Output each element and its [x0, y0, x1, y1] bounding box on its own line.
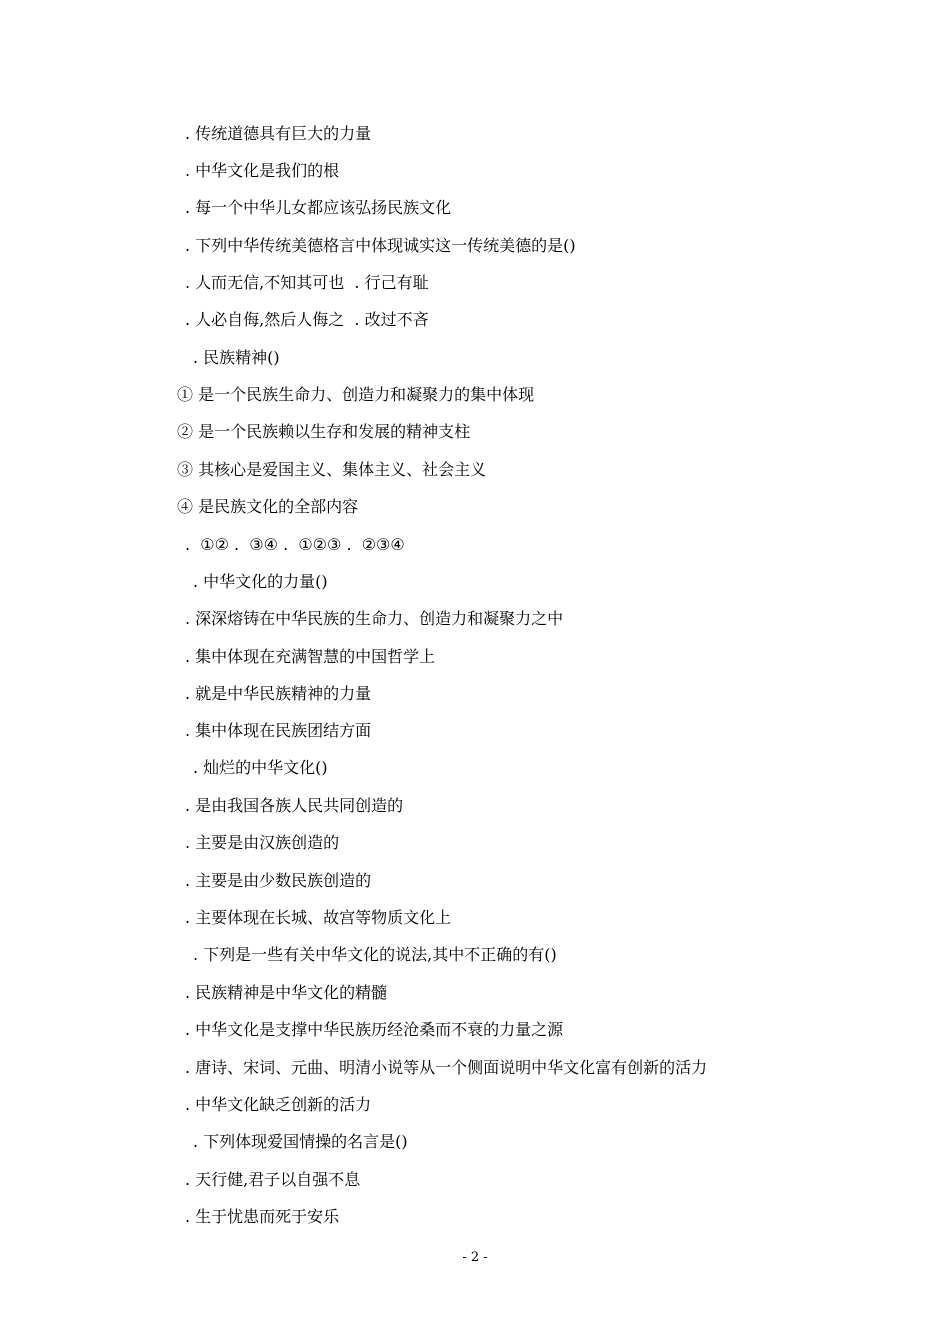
statement-line: ③ 其核心是爱国主义、集体主义、社会主义 — [177, 460, 487, 479]
statement-line: ④ 是民族文化的全部内容 — [177, 497, 359, 516]
option-line: . 中华文化缺乏创新的活力 — [185, 1095, 372, 1114]
option-line: . 天行健,君子以自强不息 — [185, 1170, 361, 1189]
text-line: . 每一个中华儿女都应该弘扬民族文化 — [185, 198, 452, 217]
option-line: . 是由我国各族人民共同创造的 — [185, 796, 404, 815]
option-line: . 就是中华民族精神的力量 — [185, 684, 372, 703]
option-line: . 中华文化是支撑中华民族历经沧桑而不衰的力量之源 — [185, 1020, 564, 1039]
question-line: . 下列中华传统美德格言中体现诚实这一传统美德的是() — [185, 236, 576, 255]
option-line: . 集中体现在民族团结方面 — [185, 721, 372, 740]
question-line: . 民族精神() — [193, 348, 280, 367]
page-number: - 2 - — [462, 1250, 488, 1265]
question-line: . 中华文化的力量() — [193, 572, 328, 591]
question-line: . 下列是一些有关中华文化的说法,其中不正确的有() — [193, 945, 557, 964]
option-line: . 主要是由少数民族创造的 — [185, 871, 372, 890]
option-line: . 人而无信,不知其可也 . 行己有耻 — [185, 273, 429, 292]
option-line: . 主要是由汉族创造的 — [185, 833, 340, 852]
option-line: . 人必自侮,然后人侮之 . 改过不吝 — [185, 310, 429, 329]
option-line: . 民族精神是中华文化的精髓 — [185, 983, 388, 1002]
statement-line: ② 是一个民族赖以生存和发展的精神支柱 — [177, 422, 471, 441]
question-line: . 灿烂的中华文化() — [193, 758, 328, 777]
question-line: . 下列体现爱国情操的名言是() — [193, 1132, 408, 1151]
option-line: . 深深熔铸在中华民族的生命力、创造力和凝聚力之中 — [185, 609, 564, 628]
text-line: . 中华文化是我们的根 — [185, 161, 340, 180]
text-line: . 传统道德具有巨大的力量 — [185, 124, 372, 143]
option-line: . 主要体现在长城、故宫等物质文化上 — [185, 908, 452, 927]
option-line: . 唐诗、宋词、元曲、明清小说等从一个侧面说明中华文化富有创新的活力 — [185, 1058, 708, 1077]
option-line: . 集中体现在充满智慧的中国哲学上 — [185, 647, 436, 666]
option-line: . ①② . ③④ . ①②③ . ②③④ — [185, 535, 405, 554]
option-line: . 生于忧患而死于安乐 — [185, 1207, 340, 1226]
statement-line: ① 是一个民族生命力、创造力和凝聚力的集中体现 — [177, 385, 535, 404]
